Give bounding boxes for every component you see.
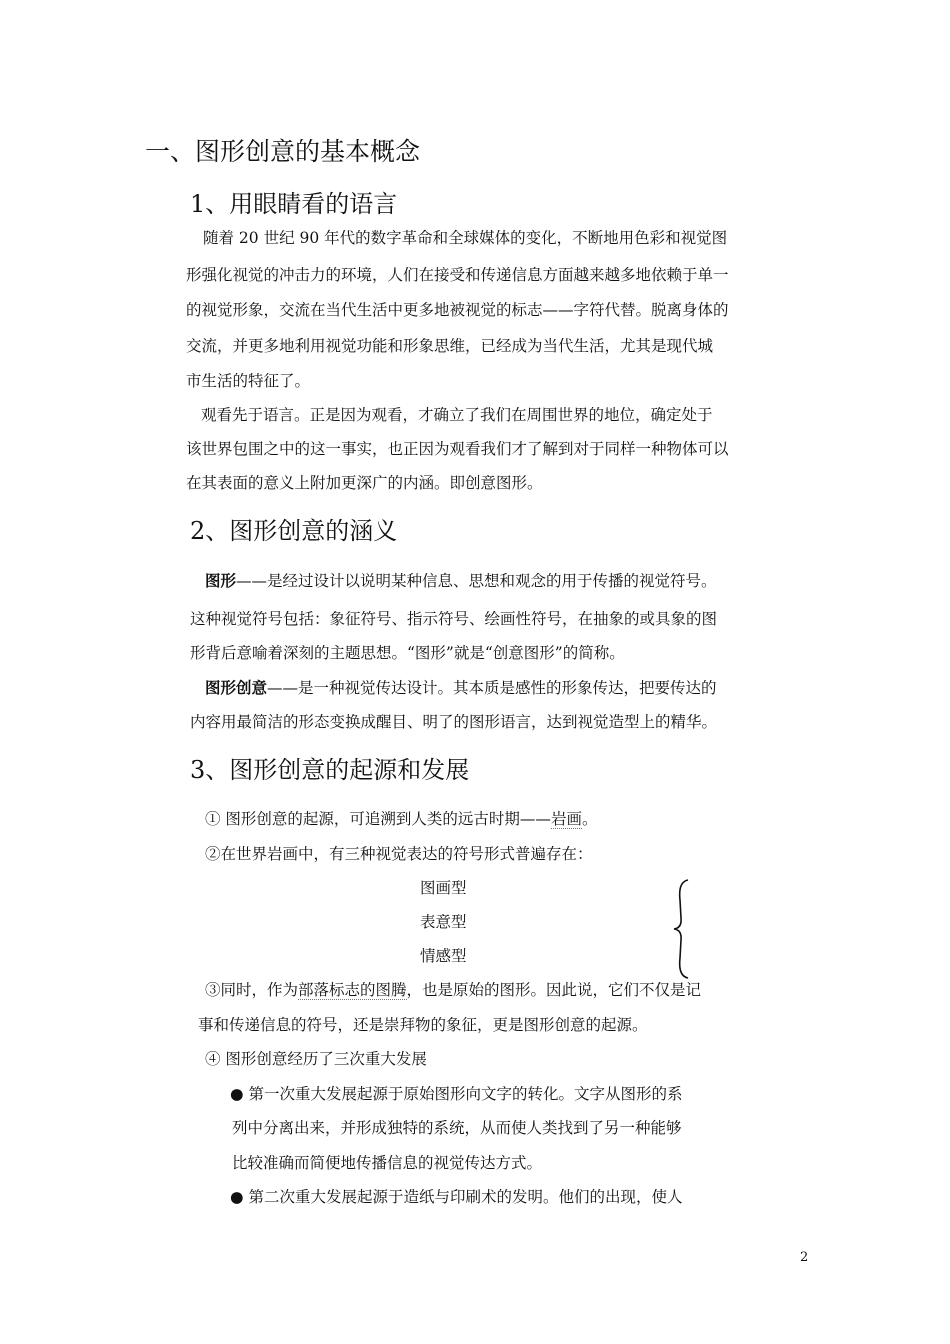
def2-line-2: 内容用最简洁的形态变换成醒目、明了的图形语言，达到视觉造型上的精华。 [190, 713, 718, 731]
s3-item-3-rest: ，也是原始的图形。因此说，它们不仅是记 [406, 981, 702, 999]
def1-line-1 [205, 569, 717, 591]
type-ideographic: 表意型 [420, 913, 467, 931]
s3-item-3-line-2: 事和传递信息的符号，还是崇拜物的象征，更是图形创意的起源。 [198, 1016, 648, 1034]
s1-para1-line-3: 的视觉形象，交流在当代生活中更多地被视觉的标志——字符代替。脱离身体的 [186, 301, 729, 319]
s1-para1-line-2: 形强化视觉的冲击力的环境，人们在接受和传递信息方面越来越多地依赖于单一 [186, 266, 729, 284]
s3-item-1-end: 。 [581, 810, 598, 828]
type-emotional: 情感型 [420, 947, 467, 965]
section-1-title: 1、用眼睛看的语言 [190, 190, 398, 218]
bullet-1-line-2: 列中分离出来，并形成独特的系统，从而使人类找到了另一种能够 [232, 1119, 682, 1137]
main-heading: 一、图形创意的基本概念 [145, 137, 421, 166]
s1-para2-line-1: 观看先于语言。正是因为观看，才确立了我们在周围世界的地位，确定处于 [201, 406, 713, 424]
def1-line-2: 这种视觉符号包括：象征符号、指示符号、绘画性符号，在抽象的或具象的图 [190, 610, 718, 628]
def2-line-1 [205, 676, 717, 698]
s3-item-3-mark: 部落标志的图腾 [298, 981, 407, 999]
s1-para2-line-2: 该世界包围之中的这一事实，也正因为观看我们才了解到对于同样一种物体可以 [186, 440, 729, 458]
def2-text: ——是一种视觉传达设计。其本质是感性的形象传达，把要传达的 [267, 679, 717, 697]
section-2-title: 2、图形创意的涵义 [190, 517, 398, 545]
def1-line-3: 形背后意喻着深刻的主题思想。“图形”就是“创意图形”的简称。 [190, 644, 625, 662]
bullet-1-line-1: ● 第一次重大发展起源于原始图形向文字的转化。文字从图形的系 [230, 1085, 683, 1103]
bullet-2-line-1: ● 第二次重大发展起源于造纸与印刷术的发明。他们的出现，使人 [230, 1188, 683, 1206]
s3-item-2: ②在世界岩画中，有三种视觉表达的符号形式普遍存在： [205, 845, 593, 863]
section-3-title: 3、图形创意的起源和发展 [190, 756, 470, 784]
s1-para1-line-4: 交流，并更多地利用视觉功能和形象思维，已经成为当代生活，尤其是现代城 [186, 337, 714, 355]
def1-term: 图形 [205, 571, 237, 590]
s3-item-1 [205, 807, 597, 829]
def1-text: ——是经过设计以说明某种信息、思想和观念的用于传播的视觉符号。 [236, 572, 717, 590]
s1-para1-line-1: 随着 20 世纪 90 年代的数字革命和全球媒体的变化，不断地用色彩和视觉图 [203, 229, 728, 247]
s1-para2-line-3: 在其表面的意义上附加更深广的内涵。即创意图形。 [186, 474, 543, 492]
type-pictorial: 图画型 [420, 879, 467, 897]
s3-item-3-line-1 [205, 978, 701, 1000]
curly-brace-icon [672, 878, 702, 980]
s3-item-1-text: ① 图形创意的起源，可追溯到人类的远古时期—— [205, 810, 551, 828]
def2-term: 图形创意 [205, 678, 268, 697]
page-number: 2 [800, 1250, 809, 1265]
s1-para1-line-5: 市生活的特征了。 [186, 372, 311, 390]
s3-item-3-text: ③同时，作为 [205, 981, 299, 999]
s3-item-4: ④ 图形创意经历了三次重大发展 [205, 1050, 427, 1068]
bullet-1-line-3: 比较准确而简便地传播信息的视觉传达方式。 [232, 1154, 543, 1172]
s3-item-1-mark: 岩画 [550, 810, 582, 828]
